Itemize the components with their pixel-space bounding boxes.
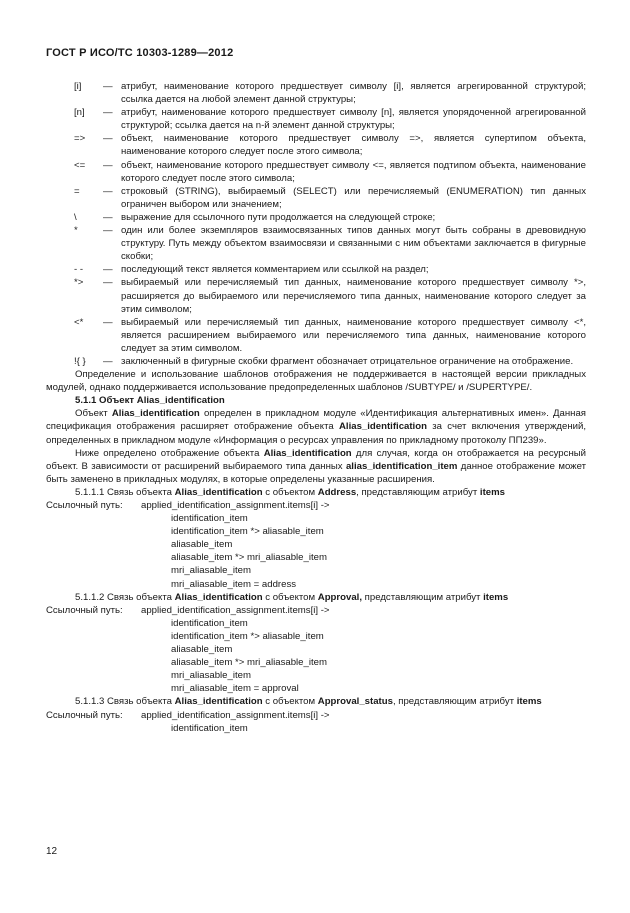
reference-path-line: identification_item xyxy=(171,513,248,525)
definition-dash: — xyxy=(103,133,113,145)
definition-dash: — xyxy=(103,159,113,171)
reference-path-address: Ссылочный путь: applied_identification_assignment.items[i] -> xyxy=(46,500,330,511)
reference-path-line: identification_item *> aliasable_item xyxy=(171,630,324,642)
definition-dash: — xyxy=(103,81,113,92)
definition-item xyxy=(46,132,586,158)
definition-symbol: <= xyxy=(74,159,86,171)
definition-symbol: *> xyxy=(74,277,84,289)
reference-path-lines-approval xyxy=(46,617,586,696)
definition-text: строковый (STRING), выбираемый (SELECT) или перечисляемый (ENUMERATION) тип данных ограничен выбором или значением; xyxy=(121,185,586,210)
reference-path-line: aliasable_item *> mri_aliasable_item xyxy=(171,552,327,564)
reference-path-line: identification_item xyxy=(171,722,248,734)
definition-symbol: * xyxy=(74,225,78,237)
definition-item xyxy=(46,185,586,211)
reference-path-line: aliasable_item *> mri_aliasable_item xyxy=(171,657,327,669)
page-header: ГОСТ Р ИСО/ТС 10303-1289—2012 xyxy=(46,47,234,59)
definition-text: выражение для ссылочного пути продолжается на следующей строке; xyxy=(121,211,436,223)
reference-path-line: mri_aliasable_item = approval xyxy=(171,683,299,695)
definition-text: выбираемый или перечисляемый тип данных, наименование которого предшествует символу *>, расширяется до выбираемого или перечисляемого типа данных, наименование которого следует за этим символом; xyxy=(121,277,586,315)
paragraph-object-definition: Объект Alias_identification определен в прикладном модуле «Идентификация альтернативных имен». Данная спецификация отображения расширяет отображение объекта Alias_identification за счет включения утверждений, определенных в прикладном модуле «Информация о ресурсах управления по прикладному протоколу ПП239». xyxy=(46,408,586,446)
reference-path-approval-status: Ссылочный путь: applied_identification_assignment.items[i] -> xyxy=(46,709,330,721)
definition-item xyxy=(46,224,586,263)
reference-path-line: identification_item xyxy=(171,617,248,629)
definition-symbol: [i] xyxy=(74,81,82,92)
definition-dash: — xyxy=(103,277,113,289)
definition-dash: — xyxy=(103,316,113,328)
definition-text: объект, наименование которого предшествует символу <=, является подтипом объекта, наименование которого следует после этого символа; xyxy=(121,159,586,184)
definition-symbol: [n] xyxy=(74,107,85,119)
definition-dash: — xyxy=(103,355,113,367)
definition-symbol: <* xyxy=(74,316,84,328)
definition-symbol: \ xyxy=(74,211,77,223)
definition-item xyxy=(46,106,586,132)
definition-dash: — xyxy=(103,185,113,197)
definition-item xyxy=(46,80,586,106)
reference-path-line: aliasable_item xyxy=(171,644,233,656)
definition-text: выбираемый или перечисляемый тип данных, наименование которого предшествует символу <*, является расширением выбираемого или перечисляемого типа данных, наименование которого следует за этим символом. xyxy=(121,316,586,354)
reference-path-line: aliasable_item xyxy=(171,539,233,551)
definition-dash: — xyxy=(103,211,113,223)
subsection-heading-address: 5.1.1.1 Связь объекта Alias_identification с объектом Address, представляющим атрибут items xyxy=(75,486,505,498)
notation-definitions xyxy=(46,80,586,368)
definition-text: заключенный в фигурные скобки фрагмент обозначает отрицательное ограничение на отображение. xyxy=(121,355,574,367)
definition-text: атрибут, наименование которого предшествует символу [i], является агрегированной структурой; ссылка дается на любой элемент данной структуры; xyxy=(121,81,586,106)
definition-dash: — xyxy=(103,264,113,276)
paragraph-templates: Определение и использование шаблонов отображения не поддерживается в настоящей версии прикладных модулей, однако поддерживается использование предопределенных шаблонов /SUBTYPE/ и /SUPERTYPE/. xyxy=(46,369,586,394)
reference-path-lines-approval-status xyxy=(46,722,586,735)
reference-path-line: mri_aliasable_item = address xyxy=(171,578,297,590)
reference-path-line: identification_item *> aliasable_item xyxy=(171,526,324,538)
reference-path-approval: Ссылочный путь: applied_identification_assignment.items[i] -> xyxy=(46,604,330,616)
definition-symbol: = xyxy=(74,185,80,197)
reference-path-lines-address xyxy=(46,512,586,591)
definition-text: один или более экземпляров взаимосвязанных типов данных могут быть собраны в древовидную структуру. Путь между объектом взаимосвязи и связанными с ним объектами заключается в фигурные скобки; xyxy=(121,225,586,263)
paragraph-mapping: Ниже определено отображение объекта Alias_identification для случая, когда он отображается на ресурсный объект. В зависимости от расширений выбираемого типа данных alias_identification_item данное отображение может быть заменено в прикладных модулях, в которые определены указанные расширения. xyxy=(46,447,586,485)
page-number: 12 xyxy=(46,846,58,857)
definition-symbol: - - xyxy=(74,264,84,276)
reference-path-line: mri_aliasable_item xyxy=(171,565,251,577)
section-heading: 5.1.1 Объект Alias_identification xyxy=(75,395,225,407)
definition-item xyxy=(46,355,586,368)
reference-path-line: mri_aliasable_item xyxy=(171,670,251,682)
definition-text: атрибут, наименование которого предшествует символу [n], является упорядоченной агрегированной структурой; ссылка дается на n-й элемент данной структуры; xyxy=(121,107,586,132)
definition-dash: — xyxy=(103,225,113,237)
definition-item xyxy=(46,159,586,185)
definition-item xyxy=(46,316,586,355)
definition-item xyxy=(46,263,586,276)
definition-item xyxy=(46,211,586,224)
definition-text: последующий текст является комментарием или ссылкой на раздел; xyxy=(121,264,429,276)
definition-symbol: !{ } xyxy=(74,355,86,367)
subsection-heading-approval: 5.1.1.2 Связь объекта Alias_identification с объектом Approval, представляющим атрибут items xyxy=(75,591,509,603)
subsection-heading-approval-status: 5.1.1.3 Связь объекта Alias_identification с объектом Approval_status, представляющим атрибут items xyxy=(75,696,542,708)
definition-text: объект, наименование которого предшествует символу =>, является супертипом объекта, наименование которого следует после этого символа; xyxy=(121,133,586,158)
definition-item xyxy=(46,276,586,315)
definition-symbol: => xyxy=(74,133,86,145)
page-body xyxy=(46,80,586,735)
definition-dash: — xyxy=(103,107,113,119)
